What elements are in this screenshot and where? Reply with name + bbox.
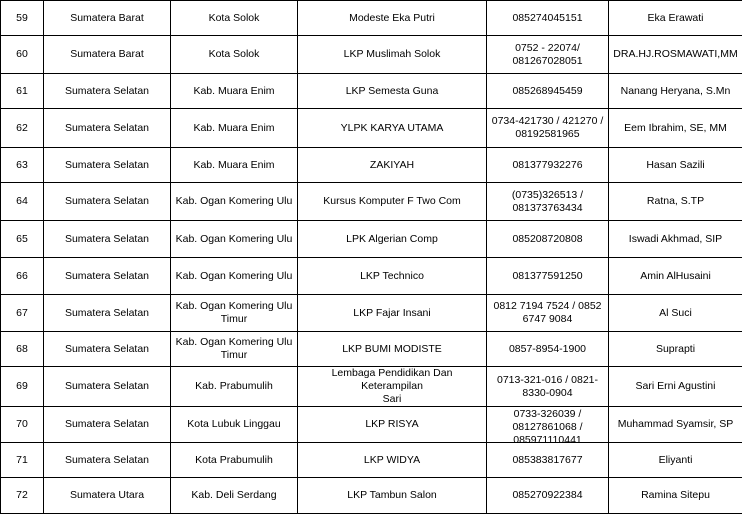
phone-cell-text: 081377591250 — [512, 269, 583, 282]
phone-cell-text: 085383817677 — [512, 453, 583, 466]
institution-cell-text: LKP Fajar Insani — [353, 306, 431, 319]
city-cell-text: Kota Lubuk Linggau — [187, 418, 281, 430]
city-cell — [171, 443, 298, 478]
institution-cell — [298, 295, 487, 332]
contact-person-cell — [609, 183, 742, 221]
city-cell-text: Kab. Muara Enim — [193, 121, 275, 134]
city-cell — [171, 74, 298, 109]
contact-person-cell-text: Ratna, S.TP — [646, 195, 705, 207]
row-number-cell — [1, 148, 44, 183]
province-cell — [44, 443, 171, 478]
province-cell-text: Sumatera Barat — [70, 48, 144, 60]
phone-cell — [487, 295, 609, 332]
phone-cell-text: 0812 7194 7524 / 0852 6747 9084 — [493, 300, 602, 325]
phone-cell-text: 085208720808 — [512, 232, 583, 245]
contact-person-cell — [609, 109, 742, 148]
city-cell-text: Kab. Ogan Komering Ulu — [175, 269, 293, 282]
contact-person-cell — [609, 1, 742, 36]
institution-cell — [298, 183, 487, 221]
province-cell — [44, 367, 171, 407]
contact-person-cell-text: Nanang Heryana, S.Mn — [620, 84, 731, 97]
phone-cell-text: 085274045151 — [512, 11, 583, 24]
row-number-cell-text: 69 — [16, 380, 28, 392]
city-cell — [171, 183, 298, 221]
province-cell — [44, 109, 171, 148]
contact-person-cell-text: Eka Erawati — [647, 11, 704, 24]
institution-cell — [298, 332, 487, 367]
institution-cell-text: LKP Semesta Guna — [345, 84, 439, 97]
row-number-cell-text: 67 — [16, 306, 28, 319]
contact-person-cell — [609, 148, 742, 183]
row-number-cell — [1, 443, 44, 478]
province-cell — [44, 295, 171, 332]
phone-cell — [487, 332, 609, 367]
province-cell — [44, 148, 171, 183]
province-cell-text: Sumatera Selatan — [64, 158, 150, 171]
row-number-cell-text: 71 — [16, 453, 28, 466]
table-row — [1, 478, 742, 514]
contact-person-cell-text: Sari Erni Agustini — [635, 380, 716, 392]
province-cell — [44, 332, 171, 367]
province-cell-text: Sumatera Selatan — [64, 84, 150, 97]
city-cell-text: Kab. Muara Enim — [193, 84, 275, 97]
row-number-cell — [1, 478, 44, 514]
row-number-cell-text: 72 — [16, 489, 28, 501]
table-row — [1, 148, 742, 183]
phone-cell — [487, 407, 609, 443]
province-cell-text: Sumatera Selatan — [64, 380, 150, 392]
row-number-cell — [1, 1, 44, 36]
city-cell-text: Kab. Ogan Komering Ulu — [175, 232, 293, 245]
phone-cell-text: 0752 - 22074/ 081267028051 — [512, 41, 583, 67]
row-number-cell-text: 62 — [16, 121, 28, 134]
phone-cell-text: (0735)326513 / 081373763434 — [511, 188, 584, 214]
institution-cell-text: YLPK KARYA UTAMA — [340, 121, 444, 134]
phone-cell-text: 0713-321-016 / 0821- 8330-0904 — [497, 373, 598, 399]
province-cell-text: Sumatera Selatan — [64, 121, 150, 134]
contact-person-cell-text: Eem Ibrahim, SE, MM — [624, 121, 727, 134]
city-cell — [171, 478, 298, 514]
phone-cell — [487, 478, 609, 514]
row-number-cell-text: 64 — [16, 195, 28, 207]
phone-cell — [487, 74, 609, 109]
city-cell — [171, 148, 298, 183]
phone-cell — [487, 367, 609, 407]
institution-cell-text: Kursus Komputer F Two Com — [323, 195, 461, 207]
institution-cell-text: LKP BUMI MODISTE — [342, 342, 442, 355]
institution-cell-text: LKP RISYA — [365, 418, 419, 430]
city-cell-text: Kota Solok — [208, 48, 260, 60]
institution-cell-text: LKP Technico — [360, 269, 424, 282]
province-cell-text: Sumatera Barat — [70, 11, 144, 24]
table-row — [1, 1, 742, 36]
institution-cell — [298, 478, 487, 514]
city-cell-text: Kota Prabumulih — [195, 453, 273, 466]
province-cell-text: Sumatera Selatan — [64, 232, 150, 245]
contact-person-cell — [609, 36, 742, 74]
row-number-cell — [1, 295, 44, 332]
province-cell — [44, 36, 171, 74]
contact-person-cell-text: DRA.HJ.ROSMAWATI,MM — [613, 48, 738, 60]
row-number-cell-text: 66 — [16, 269, 28, 282]
city-cell-text: Kab. Prabumulih — [195, 380, 273, 392]
province-cell — [44, 407, 171, 443]
table-row — [1, 367, 742, 407]
province-cell-text: Sumatera Utara — [69, 489, 145, 501]
phone-cell — [487, 148, 609, 183]
province-cell-text: Sumatera Selatan — [64, 195, 150, 207]
city-cell — [171, 221, 298, 258]
table-row — [1, 109, 742, 148]
contact-person-cell — [609, 221, 742, 258]
table-row — [1, 183, 742, 221]
institution-cell — [298, 1, 487, 36]
phone-cell-text: 0734-421730 / 421270 / 08192581965 — [491, 115, 604, 140]
row-number-cell — [1, 183, 44, 221]
row-number-cell — [1, 109, 44, 148]
institution-cell — [298, 148, 487, 183]
city-cell-text: Kab. Muara Enim — [193, 158, 275, 171]
institution-cell — [298, 221, 487, 258]
row-number-cell-text: 60 — [16, 48, 28, 60]
province-cell-text: Sumatera Selatan — [64, 453, 150, 466]
institution-cell-text: Modeste Eka Putri — [349, 11, 435, 24]
row-number-cell-text: 65 — [16, 232, 28, 245]
row-number-cell — [1, 258, 44, 295]
table-row — [1, 295, 742, 332]
row-number-cell — [1, 221, 44, 258]
institution-cell — [298, 407, 487, 443]
phone-cell-text: 085270922384 — [512, 489, 583, 501]
institution-cell-text: LPK Algerian Comp — [346, 232, 438, 245]
row-number-cell-text: 68 — [16, 342, 28, 355]
phone-cell — [487, 183, 609, 221]
institution-cell-text: Lembaga Pendidikan Dan Keterampilan Sari — [331, 367, 453, 405]
province-cell — [44, 478, 171, 514]
row-number-cell-text: 61 — [16, 84, 28, 97]
province-cell-text: Sumatera Selatan — [64, 418, 150, 430]
phone-cell — [487, 109, 609, 148]
phone-cell-text: 0857-8954-1900 — [508, 342, 587, 355]
contact-person-cell-text: Amin AlHusaini — [640, 269, 711, 282]
institution-cell-text: LKP WIDYA — [363, 453, 421, 466]
contact-person-cell — [609, 367, 742, 407]
contact-person-cell-text: Iswadi Akhmad, SIP — [628, 232, 723, 245]
contact-person-cell — [609, 332, 742, 367]
phone-cell — [487, 258, 609, 295]
phone-cell — [487, 36, 609, 74]
city-cell — [171, 295, 298, 332]
city-cell — [171, 36, 298, 74]
contact-person-cell-text: Hasan Sazili — [646, 158, 705, 171]
table-row — [1, 407, 742, 443]
institution-cell — [298, 74, 487, 109]
contact-person-cell — [609, 295, 742, 332]
table-row — [1, 74, 742, 109]
row-number-cell — [1, 36, 44, 74]
contact-person-cell — [609, 74, 742, 109]
city-cell — [171, 1, 298, 36]
institution-cell-text: LKP Tambun Salon — [347, 489, 437, 501]
phone-cell-text: 085268945459 — [512, 84, 583, 97]
contact-person-cell — [609, 443, 742, 478]
phone-cell-text: 081377932276 — [512, 158, 583, 171]
row-number-cell — [1, 367, 44, 407]
institution-cell-text: LKP Muslimah Solok — [343, 48, 441, 60]
province-cell — [44, 258, 171, 295]
table-row — [1, 332, 742, 367]
row-number-cell — [1, 332, 44, 367]
city-cell-text: Kab. Deli Serdang — [191, 489, 277, 501]
row-number-cell — [1, 407, 44, 443]
contact-person-cell-text: Suprapti — [655, 342, 696, 355]
table-row — [1, 36, 742, 74]
province-cell-text: Sumatera Selatan — [64, 342, 150, 355]
city-cell — [171, 332, 298, 367]
province-cell — [44, 74, 171, 109]
city-cell-text: Kab. Ogan Komering Ulu Timur — [175, 336, 293, 361]
institution-cell — [298, 258, 487, 295]
row-number-cell-text: 59 — [16, 11, 28, 24]
province-cell — [44, 221, 171, 258]
province-cell — [44, 183, 171, 221]
table-row — [1, 443, 742, 478]
city-cell — [171, 109, 298, 148]
row-number-cell-text: 70 — [16, 418, 28, 430]
contact-person-cell — [609, 407, 742, 443]
table-row — [1, 258, 742, 295]
row-number-cell-text: 63 — [16, 158, 28, 171]
contact-person-cell-text: Ramina Sitepu — [641, 489, 710, 501]
institution-cell — [298, 367, 487, 407]
institution-cell-text: ZAKIYAH — [369, 158, 415, 171]
province-cell-text: Sumatera Selatan — [64, 269, 150, 282]
phone-cell — [487, 1, 609, 36]
city-cell — [171, 407, 298, 443]
contact-person-cell-text: Al Suci — [659, 306, 692, 319]
table-row — [1, 221, 742, 258]
phone-cell — [487, 443, 609, 478]
province-cell — [44, 1, 171, 36]
city-cell-text: Kab. Ogan Komering Ulu — [175, 195, 293, 207]
institution-cell — [298, 36, 487, 74]
table-body — [1, 1, 742, 514]
province-cell-text: Sumatera Selatan — [64, 306, 150, 319]
contact-person-cell-text: Eliyanti — [658, 453, 693, 466]
city-cell — [171, 367, 298, 407]
phone-cell-text: 0733-326039 / 08127861068 / 085971110441 — [512, 407, 583, 442]
contact-person-cell — [609, 478, 742, 514]
row-number-cell — [1, 74, 44, 109]
institution-cell — [298, 109, 487, 148]
contact-person-cell — [609, 258, 742, 295]
contact-person-cell-text: Muhammad Syamsir, SP — [617, 418, 734, 430]
city-cell-text: Kab. Ogan Komering Ulu Timur — [175, 300, 293, 325]
phone-cell — [487, 221, 609, 258]
institution-cell — [298, 443, 487, 478]
city-cell-text: Kota Solok — [208, 11, 260, 24]
city-cell — [171, 258, 298, 295]
